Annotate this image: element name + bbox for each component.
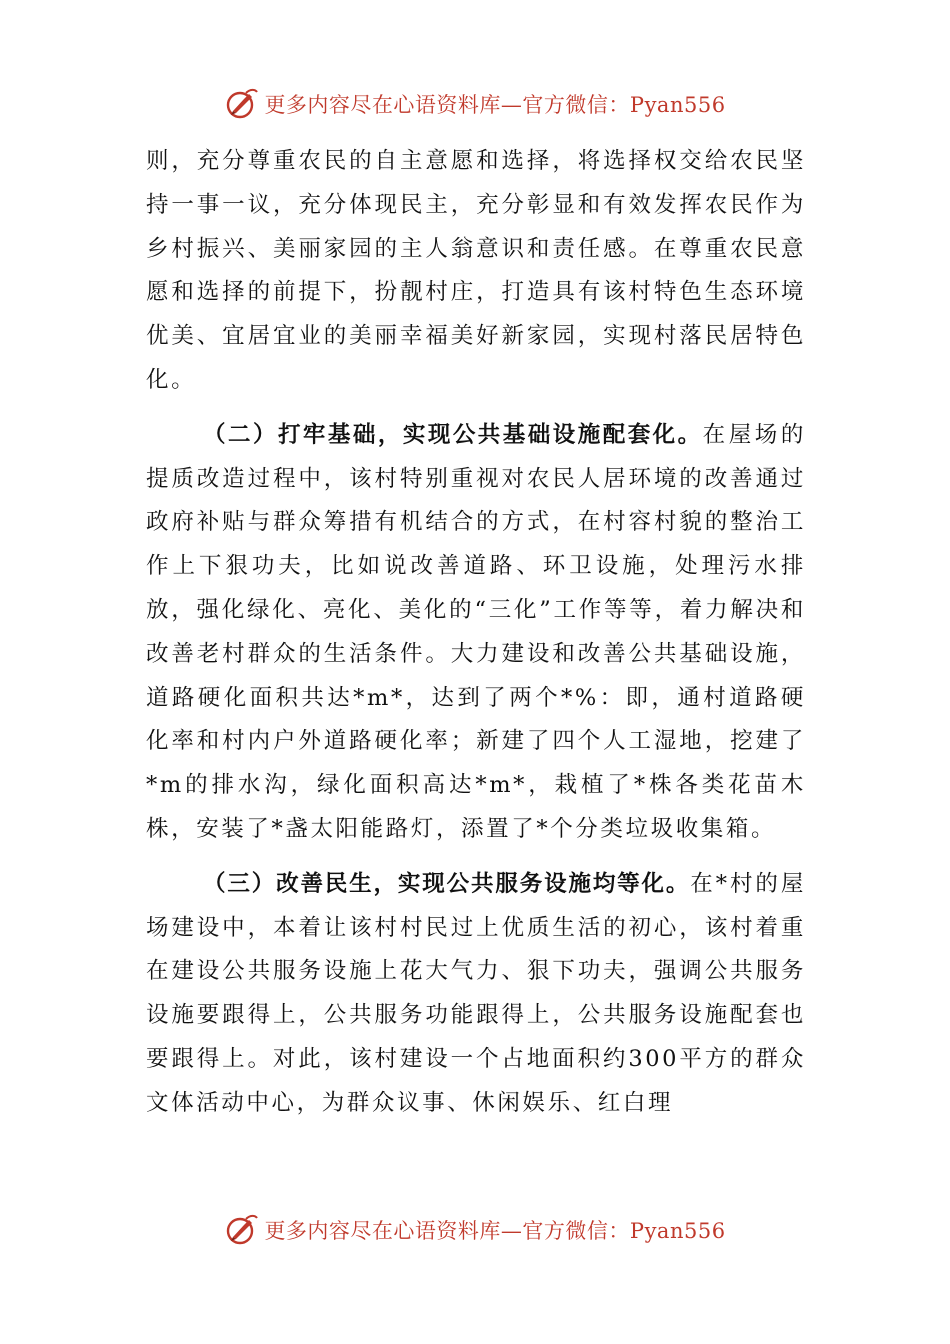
watermark-text: 更多内容尽在心语资料库—官方微信：Pyan556 [264, 1219, 726, 1243]
watermark-footer [0, 1210, 950, 1250]
paragraph-3-heading: （三）改善民生，实现公共服务设施均等化。 [203, 870, 691, 897]
pen-logo-icon [224, 1212, 260, 1248]
paragraph-1-text: 则，充分尊重农民的自主意愿和选择，将选择权交给农民坚持一事一议，充分体现民主，充分彰显和有效发挥农民作为乡村振兴、美丽家园的主人翁意识和责任感。在尊重农民意愿和选择的前提下，扮靓村庄，打造具有该村特色生态环境优美、宜居宜业的美丽幸福美好新家园，实现村落民居特色化。 [146, 148, 806, 393]
pen-logo-icon [224, 86, 260, 122]
paragraph-1 [146, 140, 806, 403]
document-body [146, 140, 806, 1126]
paragraph-3-text: 在*村的屋场建设中，本着让该村村民过上优质生活的初心，该村着重在建设公共服务设施上花大气力、狠下功夫，强调公共服务设施要跟得上，公共服务功能跟得上，公共服务设施配套也要跟得上。对此，该村建设一个占地面积约300平方的群众文体活动中心，为群众议事、休闲娱乐、红白理 [146, 870, 806, 1116]
paragraph-3 [146, 863, 806, 1126]
paragraph-2-text: 在屋场的提质改造过程中，该村特别重视对农民人居环境的改善通过政府补贴与群众筹措有机结合的方式，在村容村貌的整治工作上下狠功夫，比如说改善道路、环卫设施，处理污水排放，强化绿化、亮化、美化的“三化”工作等等，着力解决和改善老村群众的生活条件。大力建设和改善公共基础设施，道路硬化面积共达*m*，达到了两个*%：即，通村道路硬化率和村内户外道路硬化率；新建了四个人工湿地，挖建了*m的排水沟，绿化面积高达*m*，栽植了*株各类花苗木株，安装了*盏太阳能路灯，添置了*个分类垃圾收集箱。 [146, 421, 806, 842]
watermark-text: 更多内容尽在心语资料库—官方微信：Pyan556 [264, 93, 726, 117]
watermark-header [0, 84, 950, 124]
paragraph-2 [146, 414, 806, 852]
paragraph-2-heading: （二）打牢基础，实现公共基础设施配套化。 [203, 421, 703, 448]
